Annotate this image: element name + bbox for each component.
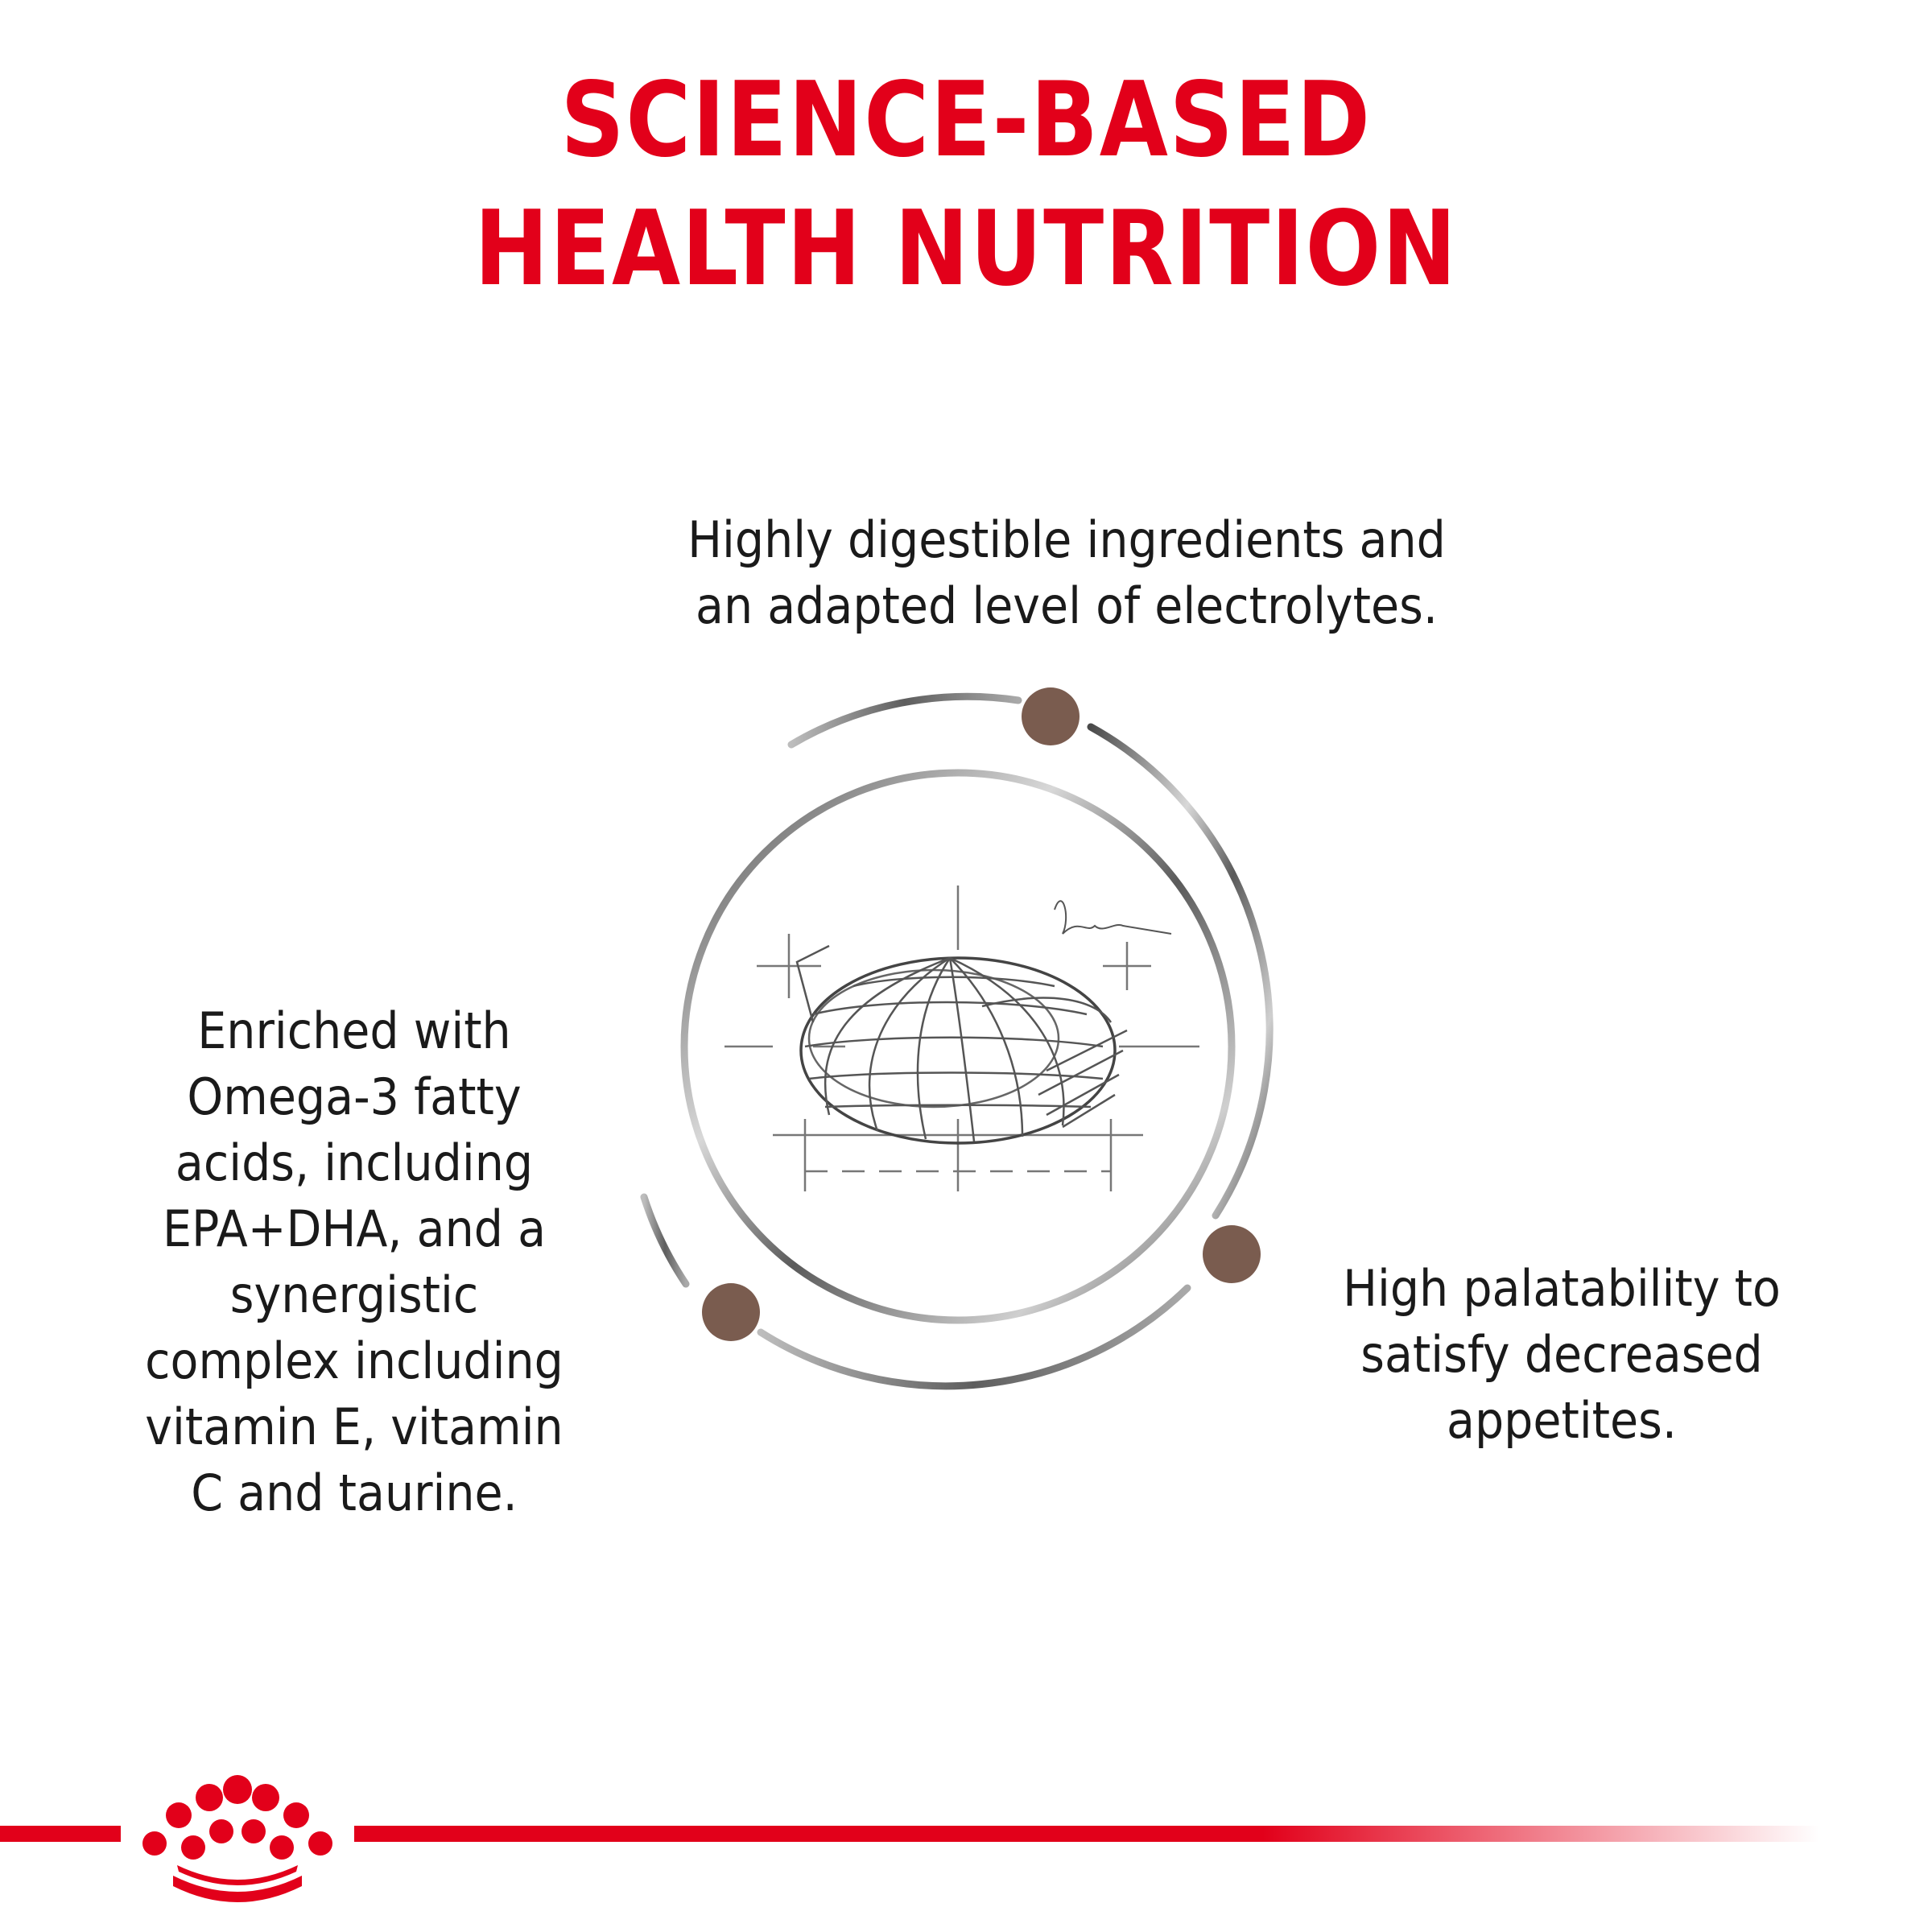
royal-canin-crown-logo xyxy=(129,1767,346,1912)
feature-top-line-2: an adapted level of electrolytes. xyxy=(695,576,1438,635)
feature-left-line-6: complex including xyxy=(145,1331,564,1390)
feature-left-line-7: vitamin E, vitamin xyxy=(145,1397,564,1456)
title-line-1: SCIENCE-BASED xyxy=(560,60,1372,180)
accent-dot-right xyxy=(1203,1225,1261,1283)
outer-arc-right xyxy=(1091,727,1269,1216)
title-line-2: HEALTH NUTRITION xyxy=(474,189,1458,309)
outer-arc-bottom xyxy=(761,1288,1187,1386)
accent-dot-left xyxy=(702,1283,760,1341)
feature-right-line-3: appetites. xyxy=(1446,1391,1677,1450)
footer-line-left xyxy=(0,1826,121,1842)
outer-arc-top xyxy=(791,696,1018,745)
feature-left-line-2: Omega-3 fatty xyxy=(187,1067,522,1126)
feature-left-line-1: Enriched with xyxy=(197,1001,511,1060)
feature-left-line-8: C and taurine. xyxy=(191,1463,518,1522)
feature-left-line-5: synergistic xyxy=(229,1265,479,1324)
feature-top-line-1: Highly digestible ingredients and xyxy=(687,510,1446,569)
kibble-sketch-icon xyxy=(724,886,1199,1191)
feature-right-line-2: satisfy decreased xyxy=(1360,1325,1763,1384)
footer-line-right xyxy=(354,1826,1819,1842)
accent-dot-top xyxy=(1022,687,1080,745)
outer-arc-left xyxy=(644,1197,686,1284)
feature-left-line-4: EPA+DHA, and a xyxy=(162,1199,547,1258)
feature-left-line-3: acids, including xyxy=(175,1133,534,1192)
feature-right-line-1: High palatability to xyxy=(1343,1259,1781,1318)
